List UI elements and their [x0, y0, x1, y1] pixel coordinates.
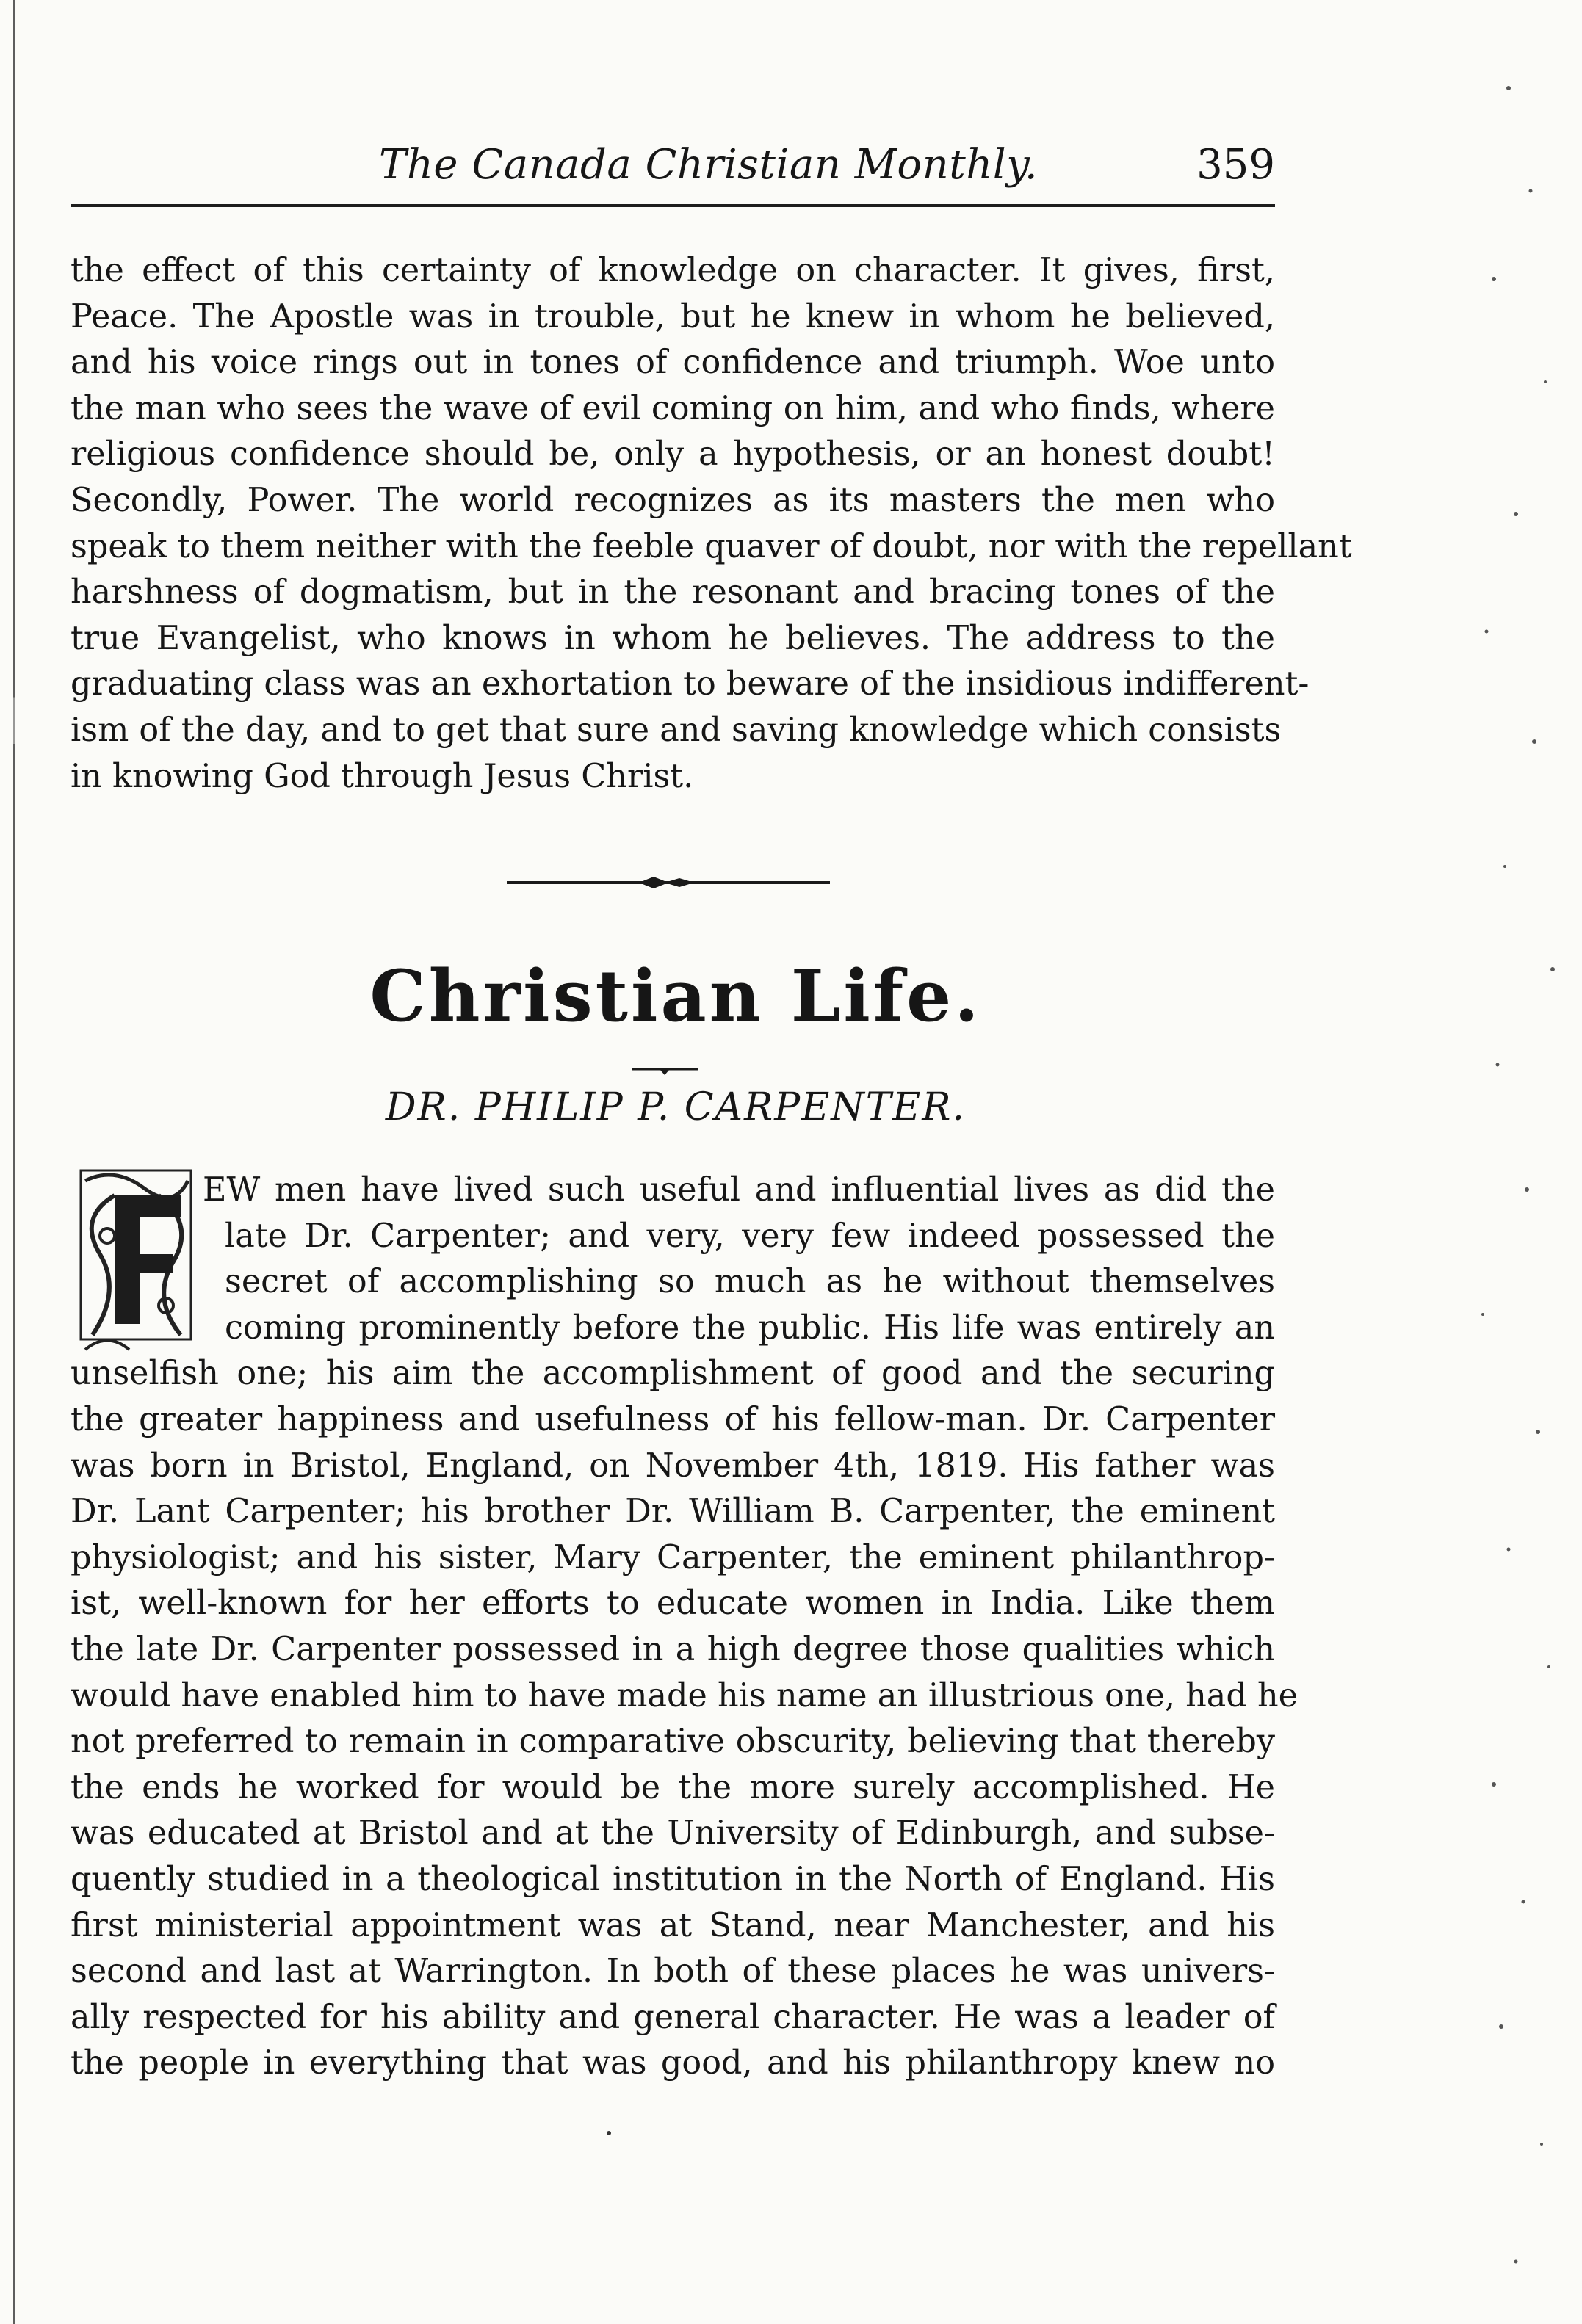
text-line: harshness of dogmatism, but in the resonant and bracing tones of the [71, 573, 1275, 612]
text-line: coming prominently before the public. His life was entirely an [225, 1308, 1275, 1347]
text-line: secret of accomplishing so much as he without themselves [225, 1263, 1275, 1301]
text-line: EW men have lived such useful and influential lives as did the [203, 1171, 1275, 1209]
text-line: the man who sees the wave of evil coming on him, and who finds, where [71, 389, 1275, 427]
section-divider-ornament [507, 874, 830, 891]
text-line: religious confidence should be, only a hypothesis, or an honest doubt! [71, 435, 1275, 474]
text-line: ism of the day, and to get that sure and saving knowledge which consists [71, 711, 1282, 749]
running-header [71, 132, 1275, 198]
text-line: and his voice rings out in tones of confidence and triumph. Woe unto [71, 344, 1275, 382]
text-line: quently studied in a theological institution in the North of England. His [71, 1860, 1275, 1898]
text-line: late Dr. Carpenter; and very, very few indeed possessed the [225, 1217, 1275, 1255]
text-line: Dr. Lant Carpenter; his brother Dr. William B. Carpenter, the eminent [71, 1493, 1275, 1531]
scan-speckle [1464, 0, 1582, 2324]
paragraph-1 [71, 248, 1352, 800]
text-line: the late Dr. Carpenter possessed in a high degree those qualities which [71, 1630, 1275, 1668]
text-line: Peace. The Apostle was in trouble, but he knew in whom he believed, [71, 297, 1275, 336]
journal-title: The Canada Christian Monthly. [379, 141, 1039, 189]
text-line: the greater happiness and usefulness of his fellow-man. Dr. Carpenter [71, 1400, 1275, 1438]
text-line: speak to them neither with the feeble quaver of doubt, nor with the repellant [71, 527, 1352, 565]
text-line: Secondly, Power. The world recognizes as its masters the men who [71, 481, 1275, 519]
page-edge-shadow [13, 0, 15, 2324]
text-line: the people in everything that was good, and his philanthropy knew no [71, 2044, 1275, 2082]
page-number: 359 [1196, 141, 1275, 189]
text-line: ist, well-known for her efforts to educate women in India. Like them [71, 1585, 1275, 1623]
title-ornament [632, 1066, 698, 1076]
text-line: the effect of this certainty of knowledge on character. It gives, first, [71, 252, 1275, 289]
text-line: the ends he worked for would be the more surely accomplished. He [71, 1768, 1275, 1806]
scan-mark [607, 2131, 611, 2135]
text-line: in knowing God through Jesus Christ. [71, 757, 694, 795]
text-line: was educated at Bristol and at the University of Edinburgh, and subse- [71, 1814, 1275, 1853]
text-line: would have enabled him to have made his name an illustrious one, had he [71, 1676, 1298, 1715]
text-line: true Evangelist, who knows in whom he believes. The address to the [71, 619, 1275, 657]
article-title: DR. PHILIP P. CARPENTER. [385, 1085, 967, 1129]
text-line: first ministerial appointment was at Stand, near Manchester, and his [71, 1906, 1275, 1944]
text-line: unselfish one; his aim the accomplishment of good and the securing [71, 1355, 1275, 1393]
text-line: graduating class was an exhortation to beware of the insidious indifferent- [71, 665, 1310, 703]
text-line: second and last at Warrington. In both of these places he was univers- [71, 1952, 1275, 1991]
text-line: physiologist; and his sister, Mary Carpenter, the eminent philanthrop- [71, 1538, 1275, 1577]
text-line: was born in Bristol, England, on November 4th, 1819. His father was [71, 1447, 1275, 1485]
text-line: ally respected for his ability and general character. He was a leader of [71, 1998, 1275, 2036]
text-line: not preferred to remain in comparative obscurity, believing that thereby [71, 1723, 1275, 1761]
paragraph-2 [71, 1168, 1298, 2087]
section-title: Christian Life. [369, 955, 982, 1038]
header-rule [71, 204, 1275, 207]
